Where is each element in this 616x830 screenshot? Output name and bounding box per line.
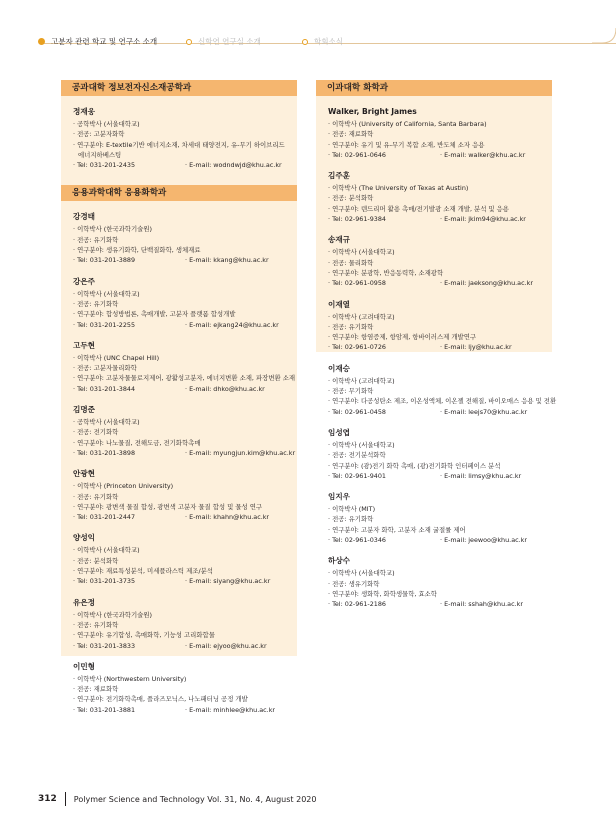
- faculty-entry: [316, 427, 552, 481]
- faculty-entry: [61, 211, 297, 265]
- phone: · Tel: 02-961-9384: [328, 215, 386, 224]
- major: · 전공: 고분자화학: [73, 130, 125, 139]
- contact-row: [328, 342, 552, 352]
- research-field: · 연구분야: 덴드리머 활용 촉매/전기발광 소재 개발, 분석 및 응용: [328, 204, 509, 213]
- research-field: · 연구분야: 재료특성분석, 미세플라스틱 제조/분석: [73, 567, 213, 576]
- faculty-name: 이재열: [328, 299, 351, 309]
- phone: · Tel: 02-961-2186: [328, 600, 386, 609]
- faculty-entry: [316, 363, 557, 417]
- phone: · Tel: 02-961-0346: [328, 536, 386, 545]
- major: · 전공: 유기화학: [328, 322, 374, 331]
- faculty-name: 임지우: [328, 492, 351, 502]
- degree: · 이학박사 (UNC Chapel Hill): [73, 353, 160, 362]
- research-field: · 연구분야: 나노물질, 전해도금, 전기화학촉매: [73, 438, 201, 447]
- faculty-name: 양성익: [73, 533, 96, 543]
- journal-citation: Polymer Science and Technology Vol. 31, No. 4, August 2020: [73, 794, 317, 804]
- faculty-name: 김명준: [73, 405, 96, 415]
- faculty-entry: [61, 340, 297, 394]
- faculty-name: 송재규: [328, 235, 351, 245]
- research-field: · 연구분야: 고분자물물로지제어, 광활성고분자, 에너지변환 소재, 파장변환 소재: [73, 374, 296, 383]
- research-field: · 연구분야: 분광학, 반응동력학, 소재광학: [328, 268, 444, 277]
- contact-row: [328, 214, 552, 224]
- major: · 전공: 유기화학: [328, 515, 374, 524]
- major: · 전공: 고분자물리화학: [73, 364, 137, 373]
- research-field: · 연구분야: 유기 및 유-무기 복합 소재, 반도체 소자 응용: [328, 140, 485, 149]
- email[interactable]: · E-mail: siyang@khu.ac.kr: [185, 577, 271, 586]
- contact-row: [73, 255, 297, 265]
- phone: · Tel: 031-201-3889: [73, 256, 136, 265]
- email[interactable]: · E-mail: ejyoo@khu.ac.kr: [185, 641, 267, 650]
- faculty-name: 안광현: [73, 469, 96, 479]
- email[interactable]: · E-mail: kkang@khu.ac.kr: [185, 256, 269, 265]
- research-field: · 연구분야: (광)전기 화학 촉매, (광)전기화학 인터페이스 분석: [328, 461, 501, 470]
- research-field: · 연구분야: 합성방법론, 촉매개발, 고분자 플랫폼 합성개발: [73, 310, 236, 319]
- faculty-name: Walker, Bright James: [328, 107, 417, 116]
- email[interactable]: · E-mail: jaeksong@khu.ac.kr: [440, 279, 533, 288]
- phone: · Tel: 031-201-3898: [73, 448, 136, 457]
- phone: · Tel: 02-961-0458: [328, 407, 386, 416]
- degree: · 이학박사 (고려대학교): [328, 312, 395, 321]
- major: · 전공: 분석화학: [328, 194, 374, 203]
- contact-row: [73, 512, 297, 522]
- footer-divider: [65, 792, 66, 806]
- dot-icon: [38, 38, 45, 45]
- degree: · 이학박사 (MIT): [328, 505, 376, 514]
- major: · 전공: 재료화학: [328, 130, 374, 139]
- department-header: 응용과학대학 응용화학과: [61, 185, 297, 201]
- email[interactable]: · E-mail: khahn@khu.ac.kr: [185, 513, 270, 522]
- faculty-entry: [61, 597, 297, 651]
- faculty-entry: [316, 555, 552, 609]
- degree: · 이학박사 (Northwestern University): [73, 674, 187, 683]
- degree: · 이학박사 (서울대학교): [328, 569, 395, 578]
- research-field: · 연구분야: 다공성탄소 제조, 이온성액체, 이온젤 전해질, 바이오매스 응용 및 전환: [328, 397, 557, 406]
- faculty-entry: [61, 661, 297, 715]
- contact-row: [73, 384, 297, 394]
- tab-label: 학회소식: [314, 37, 343, 46]
- major: · 전공: 무기화학: [328, 387, 374, 396]
- phone: · Tel: 031-201-3833: [73, 641, 136, 650]
- degree: · 이학박사 (한국과학기술원): [73, 225, 152, 234]
- phone: · Tel: 031-201-2435: [73, 161, 136, 170]
- department-header: 공과대학 정보전자신소재공학과: [61, 80, 297, 96]
- tab-label: 신학연 연구실 소개: [198, 37, 261, 46]
- faculty-entry: [316, 491, 552, 545]
- major: · 전공: 유기화학: [73, 235, 119, 244]
- faculty-name: 강경태: [73, 212, 96, 222]
- faculty-entry: [61, 468, 297, 522]
- phone: · Tel: 031-201-3881: [73, 705, 136, 714]
- faculty-name: 김주훈: [328, 171, 351, 181]
- contact-row: [73, 641, 297, 651]
- contact-row: [73, 576, 297, 586]
- email[interactable]: · E-mail: ejkang24@khu.ac.kr: [185, 320, 279, 329]
- email[interactable]: · E-mail: jkim94@khu.ac.kr: [440, 215, 526, 224]
- faculty-entry: [61, 276, 297, 330]
- degree: · 이학박사 (University of California, Santa Barbara): [328, 120, 487, 128]
- faculty-entry: [61, 532, 297, 586]
- faculty-name: 고두현: [73, 340, 96, 350]
- tab-news[interactable]: [302, 36, 343, 47]
- phone: · Tel: 031-201-2447: [73, 513, 136, 522]
- faculty-entry: [316, 106, 552, 160]
- contact-row: [73, 320, 297, 330]
- corner-decoration: [592, 28, 616, 58]
- email[interactable]: · E-mail: myungjun.kim@khu.ac.kr: [185, 448, 296, 457]
- major: · 전공: 물리화학: [328, 258, 374, 267]
- contact-row: [328, 471, 552, 481]
- contact-row: [328, 150, 552, 160]
- research-field: · 연구분야: 전기화학촉매, 플라즈모닉스, 나노패터닝 공정 개발: [73, 695, 248, 704]
- research-field: · 연구분야: E-textile기반 에너지소재, 차세대 태양전지, 유-무기 하이브리드: [73, 140, 285, 149]
- dot-icon: [302, 39, 308, 45]
- degree: · 이학박사 (서울대학교): [328, 440, 395, 449]
- degree: · 공학박사 (서울대학교): [73, 120, 140, 128]
- contact-row: [328, 535, 552, 545]
- faculty-entry: [61, 106, 297, 170]
- phone: · Tel: 031-201-3735: [73, 577, 136, 586]
- contact-row: [328, 599, 552, 609]
- degree: · 이학박사 (The University of Texas at Austin): [328, 184, 469, 193]
- phone: · Tel: 02-961-0958: [328, 279, 386, 288]
- research-field: · 연구분야: 유기합성, 촉매화학, 기능성 고리화합물: [73, 631, 215, 640]
- research-field-cont: 에너지하베스팅: [78, 150, 122, 159]
- contact-row: [328, 407, 552, 417]
- dot-icon: [186, 39, 192, 45]
- email[interactable]: · E-mail: minhlee@khu.ac.kr: [185, 705, 276, 714]
- major: · 전공: 생유기화학: [328, 579, 380, 588]
- faculty-name: 임성엽: [328, 427, 351, 437]
- degree: · 이학박사 (서울대학교): [73, 289, 140, 298]
- department-header: 이과대학 화학과: [316, 80, 552, 96]
- faculty-name: 이재승: [328, 363, 351, 373]
- faculty-name: 강은주: [73, 276, 96, 286]
- email[interactable]: · E-mail: leejs70@khu.ac.kr: [440, 407, 528, 416]
- research-field: · 연구분야: 광변색 물질 합성, 광변색 고분자 물질 합성 및 물성 연구: [73, 502, 263, 511]
- research-field: · 연구분야: 고분자 화학, 고분자 소재 굴절률 제어: [328, 525, 466, 534]
- phone: · Tel: 02-961-0646: [328, 150, 386, 159]
- major: · 전공: 분석화학: [73, 556, 119, 565]
- faculty-entry: [316, 170, 552, 224]
- phone: · Tel: 02-961-9401: [328, 471, 386, 480]
- faculty-name: 정재웅: [73, 107, 96, 116]
- email[interactable]: · E-mail: dhko@khu.ac.kr: [185, 384, 265, 393]
- major: · 전공: 유기화학: [73, 620, 119, 629]
- phone: · Tel: 02-961-0726: [328, 343, 386, 352]
- degree: · 이학박사 (고려대학교): [328, 376, 395, 385]
- left-column: [61, 80, 297, 714]
- faculty-name: 하상수: [328, 556, 351, 566]
- major: · 전공: 전기분석화학: [328, 451, 386, 460]
- tab-schools[interactable]: [38, 36, 157, 47]
- email[interactable]: · E-mail: jeewoo@khu.ac.kr: [440, 536, 527, 545]
- tab-labs[interactable]: [186, 36, 261, 47]
- contact-row: [73, 448, 297, 458]
- phone: · Tel: 031-201-3844: [73, 384, 136, 393]
- major: · 전공: 유기화학: [73, 299, 119, 308]
- major: · 전공: 전기화학: [73, 428, 119, 437]
- faculty-entry: [316, 234, 552, 288]
- right-column: [316, 80, 557, 609]
- degree: · 이학박사 (한국과학기술원): [73, 610, 152, 619]
- phone: · Tel: 031-201-2255: [73, 320, 136, 329]
- research-field: · 연구분야: 항염증제, 항암제, 항바이러스제 개발연구: [328, 333, 477, 342]
- page-number: 312: [38, 794, 57, 804]
- section-nav: [0, 28, 616, 58]
- contact-row: [73, 705, 297, 715]
- faculty-entry: [61, 404, 297, 458]
- tab-label: 고분자 관련 학교 및 연구소 소개: [51, 37, 158, 46]
- degree: · 이학박사 (Princeton University): [73, 482, 174, 491]
- email[interactable]: · E-mail: limsy@khu.ac.kr: [440, 471, 522, 480]
- faculty-name: 이민형: [73, 661, 96, 671]
- degree: · 이학박사 (서울대학교): [328, 248, 395, 257]
- major: · 전공: 재료화학: [73, 685, 119, 694]
- degree: · 이학박사 (서울대학교): [73, 546, 140, 555]
- faculty-entry: [316, 299, 552, 353]
- contact-row: [328, 278, 552, 288]
- research-field: · 연구분야: 생유기화학, 단백질화학, 생체재료: [73, 246, 201, 255]
- email[interactable]: · E-mail: walker@khu.ac.kr: [440, 150, 526, 159]
- major: · 전공: 유기화학: [73, 492, 119, 501]
- email[interactable]: · E-mail: wodndwjd@khu.ac.kr: [185, 161, 282, 170]
- faculty-name: 유은정: [73, 597, 96, 607]
- research-field: · 연구분야: 생화학, 화학생물학, 효소학: [328, 589, 437, 598]
- email[interactable]: · E-mail: ljy@khu.ac.kr: [440, 343, 512, 352]
- email[interactable]: · E-mail: sshah@khu.ac.kr: [440, 600, 523, 609]
- page-footer: [38, 789, 316, 809]
- contact-row: [73, 160, 297, 170]
- degree: · 공학박사 (서울대학교): [73, 418, 140, 427]
